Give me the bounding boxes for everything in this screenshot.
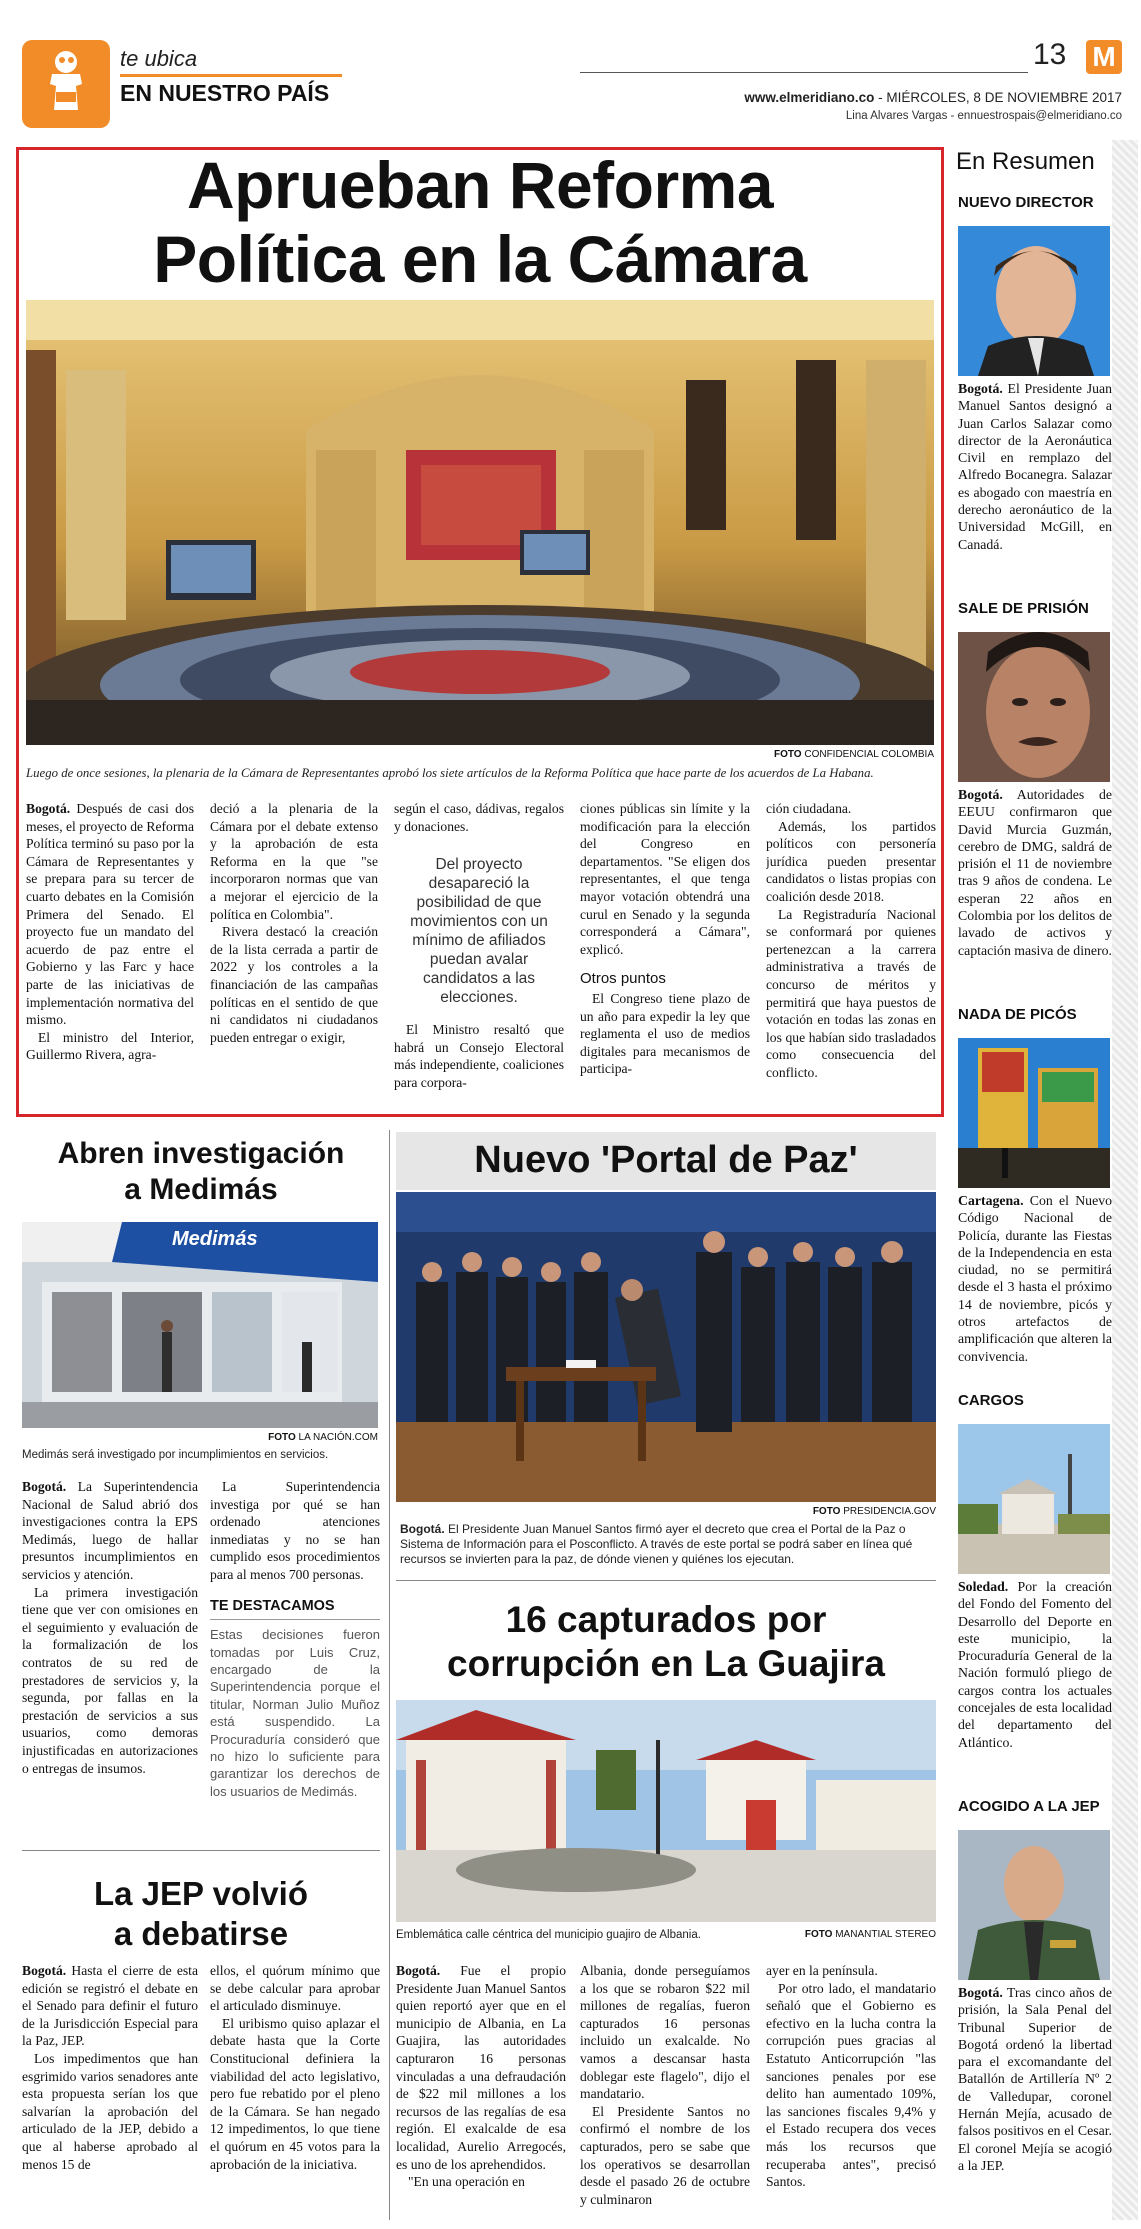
section-logo xyxy=(22,40,110,128)
sidebar-item-text xyxy=(958,1192,1112,1382)
guajira-col3-para2: Por otro lado, el mandatario señaló que el Gobierno es efectivo en la lucha contra la corrupción pues gracias al Estatuto Anticorrupción "las sanciones penales por ese delito han aumentado 109%, las sanciones fiscales 9,4% y el Estado recupera dos veces más los recursos que recuperaba antes", precisó Santos. xyxy=(766,1980,936,2190)
jep-col2-para1: ellos, el quórum mínimo que se debe calcular para aprobar el articulado disminuye. xyxy=(210,1963,380,2014)
left-divider xyxy=(22,1850,380,1851)
main-col1-lead: Bogotá. xyxy=(26,801,71,816)
sidebar-item-body: Por la creación del Fondo del Fomento del Desarrollo del Deporte en este municipio, la Procuraduría General de la Nación formuló pliego de cargos contra los actuales concejales de esta localidad del departamento del Atlántico. xyxy=(958,1579,1112,1750)
jep-headline xyxy=(22,1874,380,1954)
sidebar-item-lead: Bogotá. xyxy=(958,381,1003,396)
section-name: EN NUESTRO PAÍS xyxy=(120,80,330,106)
medimas-col2-para1: La Superintendencia investiga por qué se han ordenado atenciones inmediatas y no se han cumplido esos procedimientos para al menos 700 personas. xyxy=(210,1479,380,1582)
main-col3-para2: El Ministro resaltó que habrá un Consejo Electoral más independiente, coaliciones para corpora- xyxy=(394,1022,564,1090)
medimas-photo-credit xyxy=(180,1432,378,1443)
medimas-storefront-sign: Medimás xyxy=(172,1228,258,1250)
medimas-box-text: Estas decisiones fueron tomadas por Luis Cruz, encargado de la Superintendencia porque el titular, Norman Julio Muñoz está suspendido. La Procuraduría consideró que no hizo lo suficiente para garantizar los derechos de los usuarios de Medimás. xyxy=(210,1627,380,1799)
sidebar-item-body: El Presidente Juan Manuel Santos designó a Juan Carlos Salazar como director de la Aeronáutica Civil en remplazo del Alfredo Bocanegra. Salazar es abogado con maestría en derecho aeronáutico de la Universidad McGill, en Canadá. xyxy=(958,381,1112,552)
jep-col1-para1 xyxy=(22,1962,198,2050)
portal-photo-credit xyxy=(700,1506,936,1517)
website[interactable]: www.elmeridiano.co xyxy=(744,90,875,105)
sidebar-photo-director xyxy=(958,226,1110,376)
guajira-col2-para2: El Presidente Santos no confirmó el nombre de los capturados, pero se sabe que los operativos se desarrollan desde el pasado 26 de octubre y culminaron xyxy=(580,2103,750,2207)
main-column-4 xyxy=(580,800,750,1096)
main-col3-para1: según el caso, dádivas, regalos y donaciones. xyxy=(394,801,564,834)
guajira-col1-para2: "En una operación en xyxy=(408,2174,525,2190)
pull-quote: Del proyecto desapareció la posibilidad de que movimientos con un mínimo de afiliados puedan avalar candidatos a las elecciones. xyxy=(410,856,548,1007)
guajira-col1-text1: Fue el propio Presidente Juan Manuel Santos quien reportó ayer que en el municipio de Albania, en La Guajira, las autoridades capturaron 16 personas vinculadas a una defraudación de $22 mil millones a los recursos de las regalías de esa región. El exalcalde de esa localidad, Aurelio Arregocés, es uno de los aprehendidos. xyxy=(396,1963,566,2172)
main-col2-para2: Rivera destacó la creación de la lista cerrada a partir de 2022 y los controles a la financiación de las campañas políticas en el sentido de que ni candidatos ni ciudadanos pueden entregar o exigir, xyxy=(210,924,378,1045)
main-col4-para2: El Congreso tiene plazo de un año para expedir la ley que reglamenta el uso de medios digitales para mecanismos de participa- xyxy=(580,990,750,1077)
sidebar-item-text xyxy=(958,1984,1112,2224)
medimas-box-title: TE DESTACAMOS xyxy=(210,1597,335,1614)
guajira-col1-para1 xyxy=(396,1962,566,2173)
guajira-col2-para1: Albania, donde perseguíamos a los que se robaron $22 mil millones de regalías, fueron capturados 16 personas incluido un exalcalde. No vamos a descansar hasta doblegar este flagelo", dijo el mandatario. xyxy=(580,1963,750,2102)
main-headline xyxy=(30,148,930,296)
sidebar-item-text xyxy=(958,786,1112,986)
main-col5-para3: La Registraduría Nacional se conformará por quienes pertenezcan a la carrera administrativa a través de concurso de méritos y permitirá que haya puestos de votación en todas las zonas en los que habían sido trasladados como consecuencia del conflicto. xyxy=(766,906,936,1080)
main-col5-para1: ción ciudadana. xyxy=(766,801,852,816)
main-col2-para1: deció a la plenaria de la Cámara por el debate extenso y la aprobación de esta Reforma en la que "se incorporaron normas que van a mejorar el ejercicio de la política en Colombia". xyxy=(210,801,378,922)
main-column-2 xyxy=(210,800,378,1096)
congress-photo xyxy=(26,300,934,745)
guajira-column-3 xyxy=(766,1962,936,2226)
jep-col1-para2: Los impedimentos que han esgrimido varios senadores ante esta propuesta serían los que salvarían la aprobación del articulado de la JEP, debido a que al haberse aprobado al menos 15 de xyxy=(22,2050,198,2172)
guajira-headline-line1: 16 capturados por xyxy=(505,1599,827,1640)
main-column-5 xyxy=(766,800,936,1096)
sidebar-item-heading: NADA DE PICÓS xyxy=(958,1006,1077,1023)
guajira-photo-credit xyxy=(760,1929,936,1940)
medimas-headline-line1: Abren investigación xyxy=(57,1137,345,1170)
medimas-headline xyxy=(20,1136,382,1208)
guajira-photo-credit-source: MANANTIAL STEREO xyxy=(832,1929,936,1940)
guajira-headline xyxy=(396,1598,936,1686)
page-number: 13 xyxy=(1033,38,1067,71)
guajira-photo-caption: Emblemática calle céntrica del municipio guajiro de Albania. xyxy=(396,1929,701,1941)
vertical-divider xyxy=(389,1130,390,2220)
sidebar-photo-cargos xyxy=(958,1424,1110,1574)
portal-photo-credit-source: PRESIDENCIA.GOV xyxy=(840,1506,936,1517)
portal-headline: Nuevo 'Portal de Paz' xyxy=(474,1139,858,1181)
medimas-col1-para2: La primera investigación tiene que ver con omisiones en el seguimiento y evaluación de la formalización de los contratos de su red de prestadores de servicios y, la segunda, por fallas en la prestación de servicios a sus usuarios, como demoras injustificadas en autorizaciones o entregas de insumos. xyxy=(22,1584,198,1776)
sidebar-item-lead: Bogotá. xyxy=(958,787,1003,802)
sidebar-item-body: Autoridades de EEUU confirmaron que David Murcia Guzmán, cerebro de DMG, saldrá de prisión el 11 de noviembre tras 9 años de condena. Le esperan 22 años en Colombia por los delitos de lavado de activos y captación masiva de dinero. xyxy=(958,787,1112,958)
jep-col1-text1: Hasta el cierre de esta edición se registró el debate en el Senado para definir el futuro de la Jurisdicción Especial para la Paz, JEP. xyxy=(22,1963,198,2049)
jep-col2-para2: El uribismo quiso aplazar el debate hasta que la Corte Constitucional definiera la viabilidad del acto legislativo, pero fue rebatido por el pleno de la Cámara. Se han negado 12 impedimentos, lo que tiene el quórum en 45 votos para la aprobación de la iniciativa. xyxy=(210,2015,380,2172)
medimas-col1-lead: Bogotá. xyxy=(22,1479,67,1494)
guajira-photo xyxy=(396,1700,936,1922)
main-col1-text1: Después de casi dos meses, el proyecto de Reforma Política terminó su paso por la Cámara de Representantes y se prepara para su tercer de cuarto debates en la Comisión Primera del Senado. El proyecto fue un mandato del acuerdo de paz entre el Gobierno y las Farc y hace parte de las iniciativas de implementación normativa del mismo. xyxy=(26,801,194,1028)
jep-col1-lead: Bogotá. xyxy=(22,1963,67,1978)
main-col4-para1: ciones públicas sin límite y la modificación para la elección del Congreso en departamentos. "Se eligen dos representantes, el que tenga mayor votación obtendrá una curul en Senado y la segunda corresponderá a Cámara", explicó. xyxy=(580,801,750,957)
sidebar-item-heading: CARGOS xyxy=(958,1392,1024,1409)
medimas-column-2 xyxy=(210,1478,380,1838)
medimas-photo xyxy=(22,1222,378,1428)
issue-date: - MIÉRCOLES, 8 DE NOVIEMBRE 2017 xyxy=(874,90,1122,105)
jep-headline-line1: La JEP volvió xyxy=(94,1875,308,1912)
portal-divider xyxy=(396,1580,936,1581)
sidebar-item-text xyxy=(958,1578,1112,1778)
medimas-photo-credit-label: FOTO xyxy=(268,1432,296,1443)
sidebar-pattern-strip xyxy=(1112,140,1138,2220)
portal-caption-lead: Bogotá. xyxy=(400,1522,445,1536)
main-photo-credit-label: FOTO xyxy=(773,749,802,760)
sidebar-item-lead: Bogotá. xyxy=(958,1985,1003,2000)
sidebar-item-lead: Cartagena. xyxy=(958,1193,1024,1208)
main-headline-line2: Política en la Cámara xyxy=(153,222,807,296)
sidebar-item-heading: NUEVO DIRECTOR xyxy=(958,194,1094,211)
sidebar-item-heading: SALE DE PRISIÓN xyxy=(958,600,1089,617)
header-rule xyxy=(580,72,1028,73)
guajira-col3-para1: ayer en la península. xyxy=(766,1963,878,1978)
medimas-photo-caption: Medimás será investigado por incumplimientos en servicios. xyxy=(22,1449,329,1461)
medimas-column-1 xyxy=(22,1478,198,1838)
guajira-col1-lead: Bogotá. xyxy=(396,1963,441,1978)
main-col4-subhead: Otros puntos xyxy=(580,970,666,988)
medimas-photo-credit-source: LA NACIÓN.COM xyxy=(295,1432,378,1443)
portal-photo-caption xyxy=(400,1522,936,1567)
main-photo-credit-source: CONFIDENCIAL COLOMBIA xyxy=(801,749,934,760)
portal-photo xyxy=(396,1192,936,1502)
main-photo-credit xyxy=(600,749,934,760)
sidebar-item-body: Con el Nuevo Código Nacional de Policía, durante las Fiestas de la Independencia en esta ciudad, no se permitirá desde el 3 hasta el próximo 14 de noviembre, picós y otros artefactos de amplificación que alteren la convivencia. xyxy=(958,1193,1112,1364)
guajira-column-2 xyxy=(580,1962,750,2226)
guajira-column-1 xyxy=(396,1962,566,2226)
main-col1-para1 xyxy=(26,800,194,1029)
guajira-photo-credit-label: FOTO xyxy=(804,1929,833,1940)
portal-photo-credit-label: FOTO xyxy=(812,1506,841,1517)
byline-contact: Lina Alvares Vargas - ennuestrospais@elmeridiano.co xyxy=(845,110,1122,122)
jep-column-2 xyxy=(210,1962,380,2226)
main-photo-caption: Luego de once sesiones, la plenaria de la Cámara de Representantes aprobó los siete artículos de la Reforma Política que hace parte de los acuerdos de La Habana. xyxy=(26,766,874,780)
sidebar-item-body: Tras cinco años de prisión, la Sala Penal del Tribunal Superior de Bogotá ordenó la libertad para el excomandante del Batallón de Artillería Nº 2 de Valledupar, coronel Hernán Mejía, acusado de falsos positivos en el Cesar. El coronel Mejía se acogió a la JEP. xyxy=(958,1985,1112,2173)
sidebar-item-lead: Soledad. xyxy=(958,1579,1009,1594)
sidebar-photo-colonel xyxy=(958,1830,1110,1980)
guajira-headline-line2: corrupción en La Guajira xyxy=(447,1643,885,1684)
medimas-box-rule xyxy=(210,1619,380,1620)
main-column-1 xyxy=(26,800,194,1096)
figure-icon xyxy=(22,40,110,128)
medimas-col1-text1: La Superintendencia Nacional de Salud abrió dos investigaciones contra la EPS Medimás, luego de hallar presuntos incumplimientos en servicios y atención. xyxy=(22,1479,198,1582)
main-col5-para2: Además, los partidos políticos con personería jurídica pueden presentar candidatos o listas propias con coalición desde 2018. xyxy=(766,818,936,904)
medimas-headline-line2: a Medimás xyxy=(124,1173,278,1206)
portal-caption-text: El Presidente Juan Manuel Santos firmó ayer el decreto que crea el Portal de la Paz o Sistema de Información para el Posconflicto. A través de este portal se podrá saber en línea qué recursos se invierten para la paz, de dónde vienen y quiénes los ejecutan. xyxy=(400,1522,913,1566)
kicker-underline xyxy=(120,74,342,77)
sidebar-photo-picos xyxy=(958,1038,1110,1188)
section-kicker: te ubica xyxy=(120,46,198,71)
medimas-col1-para1 xyxy=(22,1478,198,1584)
sidebar-item-text xyxy=(958,380,1112,580)
jep-headline-line2: a debatirse xyxy=(113,1915,289,1952)
main-headline-line1: Aprueban Reforma xyxy=(186,148,774,222)
brand-logo: M xyxy=(1086,40,1122,74)
main-column-3 xyxy=(394,800,564,1096)
jep-column-1 xyxy=(22,1962,198,2226)
sidebar-title: En Resumen xyxy=(956,148,1095,175)
date-line xyxy=(640,90,1122,105)
sidebar-item-heading: ACOGIDO A LA JEP xyxy=(958,1798,1100,1815)
main-col1-para2: El ministro del Interior, Guillermo Rivera, agra- xyxy=(26,1029,194,1063)
sidebar-photo-prison xyxy=(958,632,1110,782)
